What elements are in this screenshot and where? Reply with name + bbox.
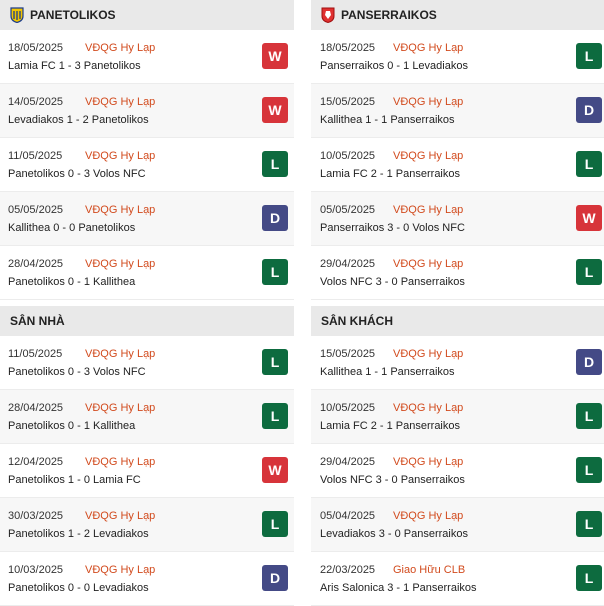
- match-row[interactable]: [0, 84, 294, 138]
- team-header-panetolikos: [0, 0, 294, 30]
- competition-link[interactable]: VĐQG Hy Lạp: [85, 456, 156, 468]
- result-badge: W: [576, 205, 602, 231]
- match-score: Levadiakos 1 - 2 Panetolikos: [8, 114, 149, 126]
- competition-link[interactable]: VĐQG Hy Lạp: [85, 150, 156, 162]
- competition-link[interactable]: VĐQG Hy Lạp: [85, 402, 156, 414]
- match-score: Panetolikos 0 - 3 Volos NFC: [8, 168, 146, 180]
- result-badge: L: [262, 151, 288, 177]
- match-date: 05/05/2025: [8, 204, 64, 216]
- match-date: 29/04/2025: [320, 258, 376, 270]
- match-row[interactable]: [0, 444, 294, 498]
- away-team-column: [311, 0, 604, 606]
- match-score: Panetolikos 0 - 1 Kallithea: [8, 420, 136, 432]
- match-score: Panserraikos 3 - 0 Volos NFC: [320, 222, 465, 234]
- match-row[interactable]: [311, 552, 604, 606]
- match-row[interactable]: [0, 30, 294, 84]
- result-badge: L: [576, 457, 602, 483]
- match-score: Lamia FC 2 - 1 Panserraikos: [320, 420, 460, 432]
- match-date: 10/05/2025: [320, 150, 376, 162]
- home-team-column: [0, 0, 294, 606]
- match-row[interactable]: [0, 552, 294, 606]
- match-date: 05/05/2025: [320, 204, 376, 216]
- match-score: Panserraikos 0 - 1 Levadiakos: [320, 60, 468, 72]
- section-header-home: [0, 306, 294, 336]
- competition-link[interactable]: VĐQG Hy Lạp: [393, 510, 464, 522]
- match-date: 14/05/2025: [8, 96, 64, 108]
- result-badge: L: [576, 403, 602, 429]
- match-row[interactable]: [311, 336, 604, 390]
- match-date: 30/03/2025: [8, 510, 64, 522]
- section-title: SÂN NHÀ: [10, 314, 65, 328]
- match-row[interactable]: [0, 336, 294, 390]
- match-date: 18/05/2025: [320, 42, 376, 54]
- team-header-panserraikos: [311, 0, 604, 30]
- match-score: Kallithea 1 - 1 Panserraikos: [320, 114, 455, 126]
- match-row[interactable]: [311, 138, 604, 192]
- match-date: 12/04/2025: [8, 456, 64, 468]
- result-badge: L: [576, 259, 602, 285]
- result-badge: L: [576, 151, 602, 177]
- competition-link[interactable]: VĐQG Hy Lạp: [393, 402, 464, 414]
- match-score: Panetolikos 0 - 1 Kallithea: [8, 276, 136, 288]
- competition-link[interactable]: VĐQG Hy Lạp: [393, 204, 464, 216]
- panetolikos-crest-icon: [10, 7, 24, 23]
- competition-link[interactable]: VĐQG Hy Lạp: [393, 96, 464, 108]
- section-header-away: [311, 306, 604, 336]
- match-date: 29/04/2025: [320, 456, 376, 468]
- result-badge: D: [262, 565, 288, 591]
- recent-matches-list: [0, 30, 294, 300]
- competition-link[interactable]: VĐQG Hy Lạp: [85, 510, 156, 522]
- match-date: 10/05/2025: [320, 402, 376, 414]
- match-score: Panetolikos 1 - 2 Levadiakos: [8, 528, 149, 540]
- match-row[interactable]: [311, 498, 604, 552]
- match-score: Panetolikos 1 - 0 Lamia FC: [8, 474, 141, 486]
- competition-link[interactable]: VĐQG Hy Lạp: [393, 348, 464, 360]
- match-date: 05/04/2025: [320, 510, 376, 522]
- away-matches-list: [311, 336, 604, 606]
- result-badge: D: [576, 349, 602, 375]
- match-date: 15/05/2025: [320, 348, 376, 360]
- result-badge: L: [576, 565, 602, 591]
- competition-link[interactable]: VĐQG Hy Lạp: [393, 150, 464, 162]
- section-title: SÂN KHÁCH: [321, 314, 393, 328]
- match-score: Kallithea 1 - 1 Panserraikos: [320, 366, 455, 378]
- competition-link[interactable]: VĐQG Hy Lạp: [393, 258, 464, 270]
- match-date: 22/03/2025: [320, 564, 376, 576]
- home-matches-list: [0, 336, 294, 606]
- team-name: PANETOLIKOS: [30, 8, 116, 22]
- competition-link[interactable]: VĐQG Hy Lạp: [393, 456, 464, 468]
- result-badge: D: [576, 97, 602, 123]
- match-score: Volos NFC 3 - 0 Panserraikos: [320, 474, 465, 486]
- competition-link[interactable]: VĐQG Hy Lạp: [85, 96, 156, 108]
- match-score: Kallithea 0 - 0 Panetolikos: [8, 222, 136, 234]
- match-score: Lamia FC 1 - 3 Panetolikos: [8, 60, 141, 72]
- match-score: Aris Salonica 3 - 1 Panserraikos: [320, 582, 477, 594]
- match-date: 28/04/2025: [8, 402, 64, 414]
- match-row[interactable]: [0, 192, 294, 246]
- match-score: Panetolikos 0 - 3 Volos NFC: [8, 366, 146, 378]
- match-row[interactable]: [311, 192, 604, 246]
- match-date: 11/05/2025: [8, 150, 63, 162]
- result-badge: D: [262, 205, 288, 231]
- match-row[interactable]: [311, 246, 604, 300]
- competition-link[interactable]: VĐQG Hy Lạp: [85, 204, 156, 216]
- result-badge: W: [262, 457, 288, 483]
- match-date: 11/05/2025: [8, 348, 63, 360]
- match-row[interactable]: [311, 390, 604, 444]
- match-score: Levadiakos 3 - 0 Panserraikos: [320, 528, 468, 540]
- competition-link[interactable]: VĐQG Hy Lạp: [85, 258, 156, 270]
- recent-matches-list: [311, 30, 604, 300]
- competition-link[interactable]: VĐQG Hy Lạp: [85, 348, 156, 360]
- competition-link[interactable]: Giao Hữu CLB: [393, 564, 466, 576]
- result-badge: L: [576, 43, 602, 69]
- match-row[interactable]: [0, 498, 294, 552]
- result-badge: L: [262, 349, 288, 375]
- result-badge: L: [262, 511, 288, 537]
- match-score: Volos NFC 3 - 0 Panserraikos: [320, 276, 465, 288]
- match-row[interactable]: [311, 444, 604, 498]
- match-date: 18/05/2025: [8, 42, 64, 54]
- match-date: 28/04/2025: [8, 258, 64, 270]
- result-badge: W: [262, 97, 288, 123]
- result-badge: L: [576, 511, 602, 537]
- result-badge: L: [262, 259, 288, 285]
- result-badge: L: [262, 403, 288, 429]
- match-row[interactable]: [0, 390, 294, 444]
- competition-link[interactable]: VĐQG Hy Lạp: [85, 42, 156, 54]
- match-row[interactable]: [0, 138, 294, 192]
- competition-link[interactable]: VĐQG Hy Lạp: [85, 564, 156, 576]
- team-name: PANSERRAIKOS: [341, 8, 437, 22]
- match-score: Lamia FC 2 - 1 Panserraikos: [320, 168, 460, 180]
- result-badge: W: [262, 43, 288, 69]
- match-row[interactable]: [311, 30, 604, 84]
- match-score: Panetolikos 0 - 0 Levadiakos: [8, 582, 149, 594]
- panserraikos-crest-icon: [321, 7, 335, 23]
- competition-link[interactable]: VĐQG Hy Lạp: [393, 42, 464, 54]
- match-row[interactable]: [311, 84, 604, 138]
- match-date: 15/05/2025: [320, 96, 376, 108]
- match-row[interactable]: [0, 246, 294, 300]
- match-date: 10/03/2025: [8, 564, 64, 576]
